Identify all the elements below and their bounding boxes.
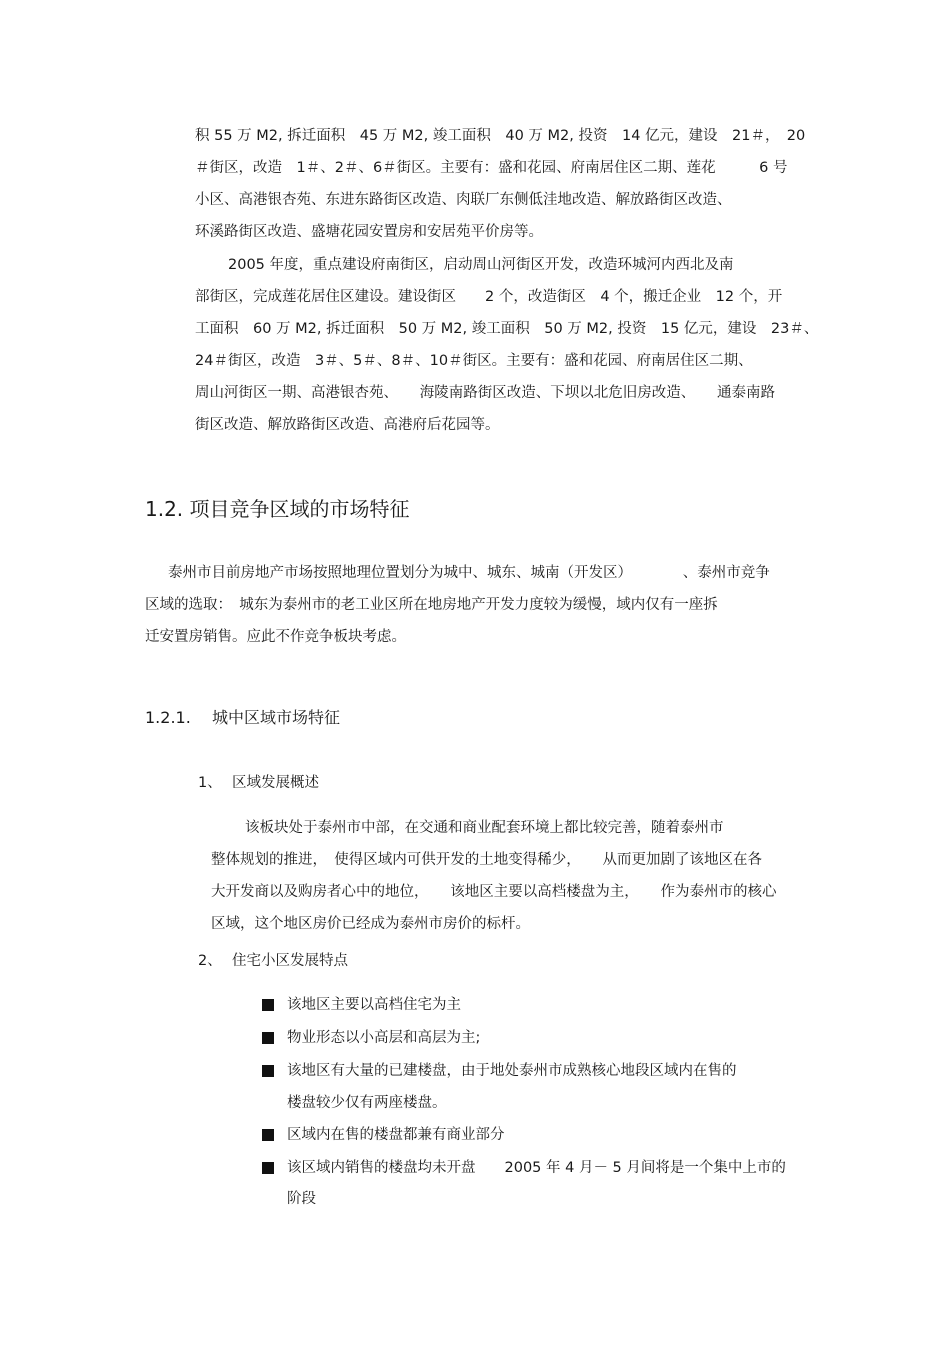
bullet-text: 阶段 bbox=[287, 1191, 316, 1207]
heading-title: 城中区域市场特征 bbox=[212, 708, 341, 727]
text-line: 泰州市目前房地产市场按照地理位置划分为城中、城东、城南（开发区） 、泰州市竞争 bbox=[168, 565, 770, 581]
text-line: 环溪路街区改造、盛塘花园安置房和安居苑平价房等。 bbox=[195, 224, 543, 240]
text-line: 该板块处于泰州市中部，在交通和商业配套环境上都比较完善，随着泰州市 bbox=[245, 820, 724, 836]
text-line: 小区、高港银杏苑、东进东路街区改造、肉联厂东侧低洼地改造、解放路街区改造、 bbox=[195, 192, 732, 208]
square-bullet-icon bbox=[262, 1032, 274, 1044]
list-item-label bbox=[198, 773, 319, 793]
list-title: 住宅小区发展特点 bbox=[232, 953, 348, 969]
list-item-label bbox=[198, 951, 348, 971]
bullet-text: 楼盘较少仅有两座楼盘。 bbox=[287, 1095, 447, 1111]
text-line: 工面积 60 万 M2, 拆迁面积 50 万 M2, 竣工面积 50 万 M2, 投资 15 亿元，建设 23＃、 bbox=[195, 321, 819, 337]
bullet-text: 该区域内销售的楼盘均未开盘 2005 年 4 月－ 5 月间将是一个集中上市的 bbox=[287, 1160, 786, 1176]
text-line: 周山河街区一期、高港银杏苑、 海陵南路街区改造、下坝以北危旧房改造、 通泰南路 bbox=[195, 385, 775, 401]
text-line: 大开发商以及购房者心中的地位， 该地区主要以高档楼盘为主， 作为泰州市的核心 bbox=[211, 884, 777, 900]
text-line: 积 55 万 M2, 拆迁面积 45 万 M2, 竣工面积 40 万 M2, 投资 14 亿元，建设 21＃， 20 bbox=[195, 128, 806, 144]
text-line: 街区改造、解放路街区改造、高港府后花园等。 bbox=[195, 417, 500, 433]
square-bullet-icon bbox=[262, 1129, 274, 1141]
bullet-text: 区域内在售的楼盘都兼有商业部分 bbox=[287, 1127, 505, 1143]
list-number: 1、 bbox=[198, 775, 222, 791]
text-line: 整体规划的推进， 使得区域内可供开发的土地变得稀少， 从而更加剧了该地区在各 bbox=[211, 852, 762, 868]
text-line: 迁安置房销售。应此不作竞争板块考虑。 bbox=[145, 629, 406, 645]
text-line: 2005 年度，重点建设府南街区，启动周山河街区开发，改造环城河内西北及南 bbox=[228, 257, 734, 273]
bullet-text: 该地区有大量的已建楼盘，由于地处泰州市成熟核心地段区域内在售的 bbox=[287, 1063, 737, 1079]
text-line: 部街区，完成莲花居住区建设。建设街区 2 个，改造街区 4 个，搬迁企业 12 个，开 bbox=[195, 289, 783, 305]
section-heading-1-2-1 bbox=[145, 707, 340, 729]
list-title: 区域发展概述 bbox=[232, 775, 319, 791]
text-line: 24＃街区，改造 3＃、5＃、8＃、10＃街区。主要有：盛和花园、府南居住区二期、 bbox=[195, 353, 753, 369]
text-line: ＃街区，改造 1＃、2＃、6＃街区。主要有：盛和花园、府南居住区二期、莲花 6 号 bbox=[195, 160, 788, 176]
heading-number: 1.2.1. bbox=[145, 708, 191, 727]
text-line: 区域的选取： 城东为泰州市的老工业区所在地房地产开发力度较为缓慢，域内仅有一座拆 bbox=[145, 597, 718, 613]
square-bullet-icon bbox=[262, 999, 274, 1011]
square-bullet-icon bbox=[262, 1065, 274, 1077]
text-line: 区域，这个地区房价已经成为泰州市房价的标杆。 bbox=[211, 916, 530, 932]
square-bullet-icon bbox=[262, 1162, 274, 1174]
bullet-text: 该地区主要以高档住宅为主 bbox=[287, 997, 461, 1013]
list-number: 2、 bbox=[198, 953, 222, 969]
section-heading-1-2: 1.2. 项目竞争区域的市场特征 bbox=[145, 497, 410, 521]
bullet-text: 物业形态以小高层和高层为主; bbox=[287, 1030, 481, 1046]
